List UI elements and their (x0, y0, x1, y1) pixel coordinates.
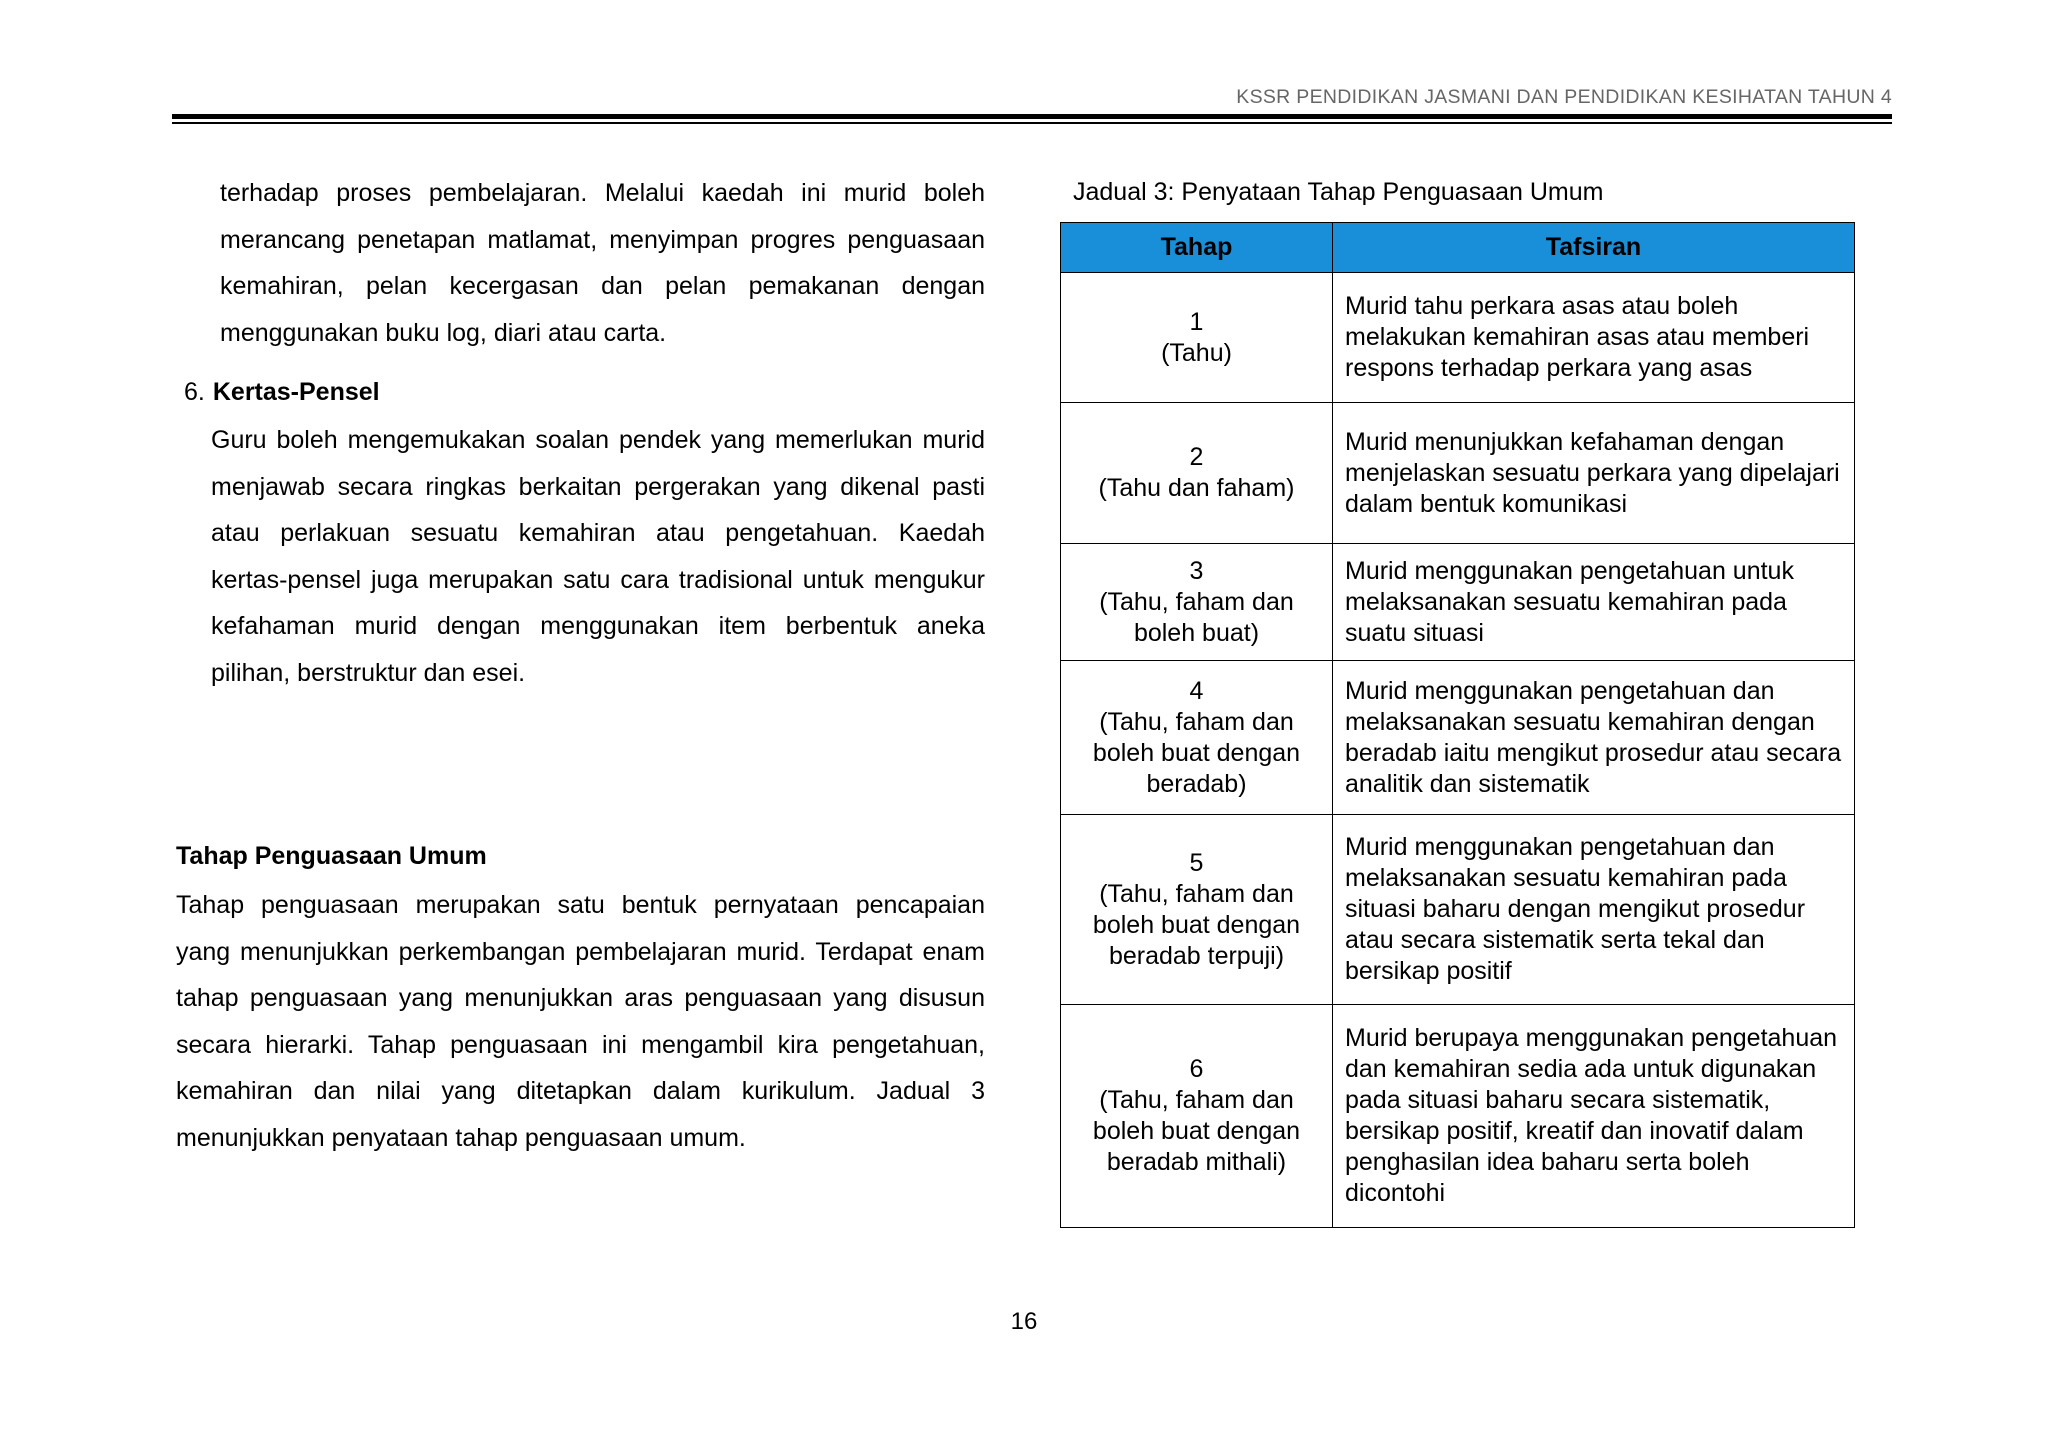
intro-paragraph: terhadap proses pembelajaran. Melalui kaedah ini murid boleh merancang penetapan matlamat, menyimpan progres penguasaan kemahiran, pelan kecergasan dan pelan pemakanan dengan menggunakan buku log, diari atau carta. (220, 179, 985, 347)
tahap-cell (1061, 544, 1333, 661)
column-header-tafsiran: Tafsiran (1333, 223, 1855, 273)
page-number: 16 (1010, 1308, 1038, 1335)
tafsiran-cell: Murid menggunakan pengetahuan untuk melaksanakan sesuatu kemahiran pada suatu situasi (1333, 544, 1855, 661)
tafsiran-cell: Murid menunjukkan kefahaman dengan menjelaskan sesuatu perkara yang dipelajari dalam bentuk komunikasi (1333, 403, 1855, 544)
table-caption: Jadual 3: Penyataan Tahap Penguasaan Umum (1073, 178, 1604, 206)
level-number: 6 (1189, 1055, 1204, 1083)
tahap-cell (1061, 1005, 1333, 1228)
running-header: KSSR PENDIDIKAN JASMANI DAN PENDIDIKAN KESIHATAN TAHUN 4 (1236, 86, 1892, 108)
tafsiran-cell: Murid menggunakan pengetahuan dan melaksanakan sesuatu kemahiran dengan beradab iaitu mengikut prosedur atau secara analitik dan sistematik (1333, 661, 1855, 815)
table-row (1061, 273, 1855, 403)
header-rule-secondary (172, 122, 1892, 124)
tafsiran-cell: Murid menggunakan pengetahuan dan melaksanakan sesuatu kemahiran pada situasi baharu dengan mengikut prosedur atau secara sistematik serta tekal dan bersikap positif (1333, 815, 1855, 1005)
level-label: (Tahu, faham dan boleh buat dengan beradab) (1092, 707, 1301, 798)
table-header-row (1061, 223, 1855, 273)
level-number: 3 (1189, 556, 1204, 585)
table-row (1061, 403, 1855, 544)
level-number: 1 (1189, 307, 1204, 336)
level-label: (Tahu) (1161, 338, 1232, 367)
item-paragraph: Guru boleh mengemukakan soalan pendek yang memerlukan murid menjawab secara ringkas berkaitan pergerakan yang dikenal pasti atau perlakuan sesuatu kemahiran atau pengetahuan. Kaedah kertas-pensel juga merupakan satu cara tradisional untuk mengukur kefahaman murid dengan menggunakan item berbentuk aneka pilihan, berstruktur dan esei. (211, 426, 985, 687)
column-header-tahap: Tahap (1061, 223, 1333, 273)
table-row (1061, 544, 1855, 661)
level-label: (Tahu, faham dan boleh buat dengan beradab terpuji) (1092, 879, 1301, 970)
section-paragraph: Tahap penguasaan merupakan satu bentuk pernyataan pencapaian yang menunjukkan perkembangan pembelajaran murid. Terdapat enam tahap penguasaan yang menunjukkan aras penguasaan yang disusun secara hierarki. Tahap penguasaan ini mengambil kira pengetahuan, kemahiran dan nilai yang ditetapkan dalam kurikulum. Jadual 3 menunjukkan penyataan tahap penguasaan umum. (176, 891, 985, 1152)
level-number: 5 (1189, 848, 1204, 877)
item-number: 6. (184, 378, 205, 406)
table-row (1061, 661, 1855, 815)
item-heading-text: Kertas-Pensel (212, 378, 380, 406)
table-row (1061, 1005, 1855, 1228)
tahap-cell (1061, 273, 1333, 403)
level-number: 4 (1189, 676, 1204, 705)
level-label: (Tahu dan faham) (1098, 474, 1295, 502)
section-heading: Tahap Penguasaan Umum (176, 842, 487, 870)
levels-table (1060, 222, 1855, 1228)
item-heading (184, 374, 380, 410)
tahap-cell (1061, 661, 1333, 815)
tahap-cell (1061, 403, 1333, 544)
tafsiran-cell: Murid tahu perkara asas atau boleh melakukan kemahiran asas atau memberi respons terhadap perkara yang asas (1333, 273, 1855, 403)
level-label: (Tahu, faham dan boleh buat) (1099, 587, 1294, 647)
header-rule (172, 114, 1892, 119)
table-row (1061, 815, 1855, 1005)
tafsiran-cell: Murid berupaya menggunakan pengetahuan dan kemahiran sedia ada untuk digunakan pada situasi baharu secara sistematik, bersikap positif, kreatif dan inovatif dalam penghasilan idea baharu serta boleh dicontohi (1333, 1005, 1855, 1228)
level-label: (Tahu, faham dan boleh buat dengan beradab mithali) (1092, 1086, 1301, 1176)
level-number: 2 (1189, 443, 1204, 471)
tahap-cell (1061, 815, 1333, 1005)
